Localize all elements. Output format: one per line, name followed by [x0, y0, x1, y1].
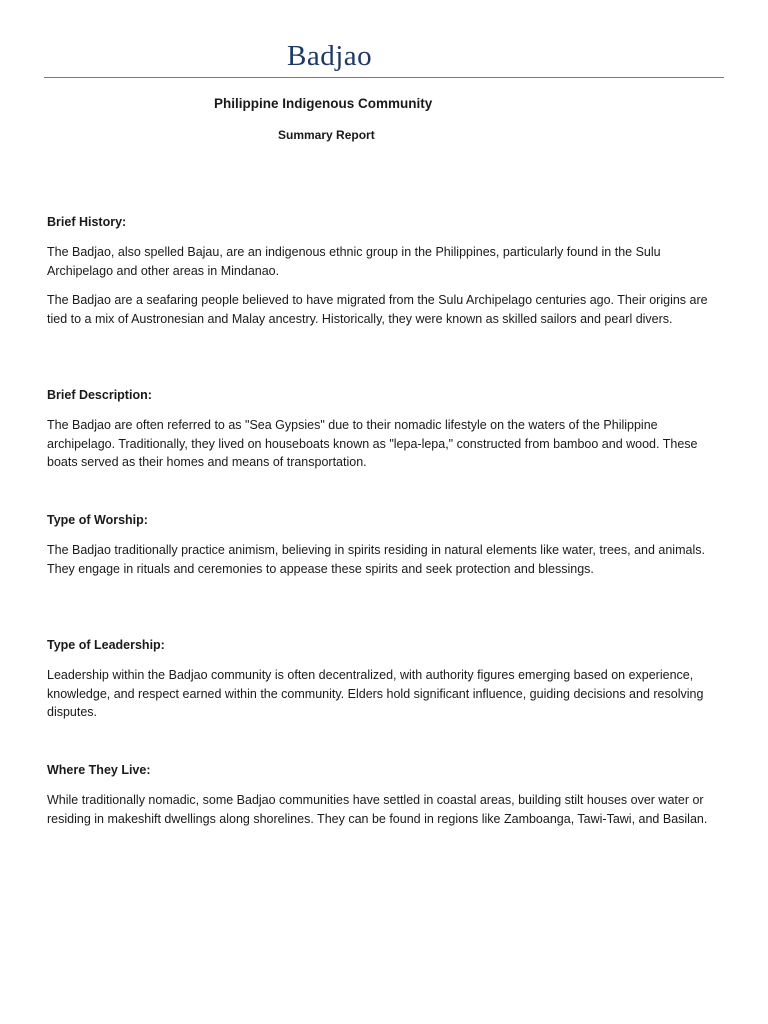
section-heading-type-of-worship: Type of Worship: — [47, 513, 148, 527]
paragraph-where-they-live: While traditionally nomadic, some Badjao communities have settled in coastal areas, building stilt houses over water or residing in makeshift dwellings along shorelines. They can be found in regions like Zamboanga, Tawi-Tawi, and Basilan. — [47, 793, 708, 826]
document-title: Badjao — [287, 40, 373, 72]
section-heading-where-they-live: Where They Live: — [47, 763, 151, 777]
paragraph-history-2: The Badjao are a seafaring people believed to have migrated from the Sulu Archipelago centuries ago. Their origins are tied to a mix of Austronesian and Malay ancestry. Historically, they were known as skilled sailors and pearl divers. — [47, 293, 708, 326]
paragraph-history-1: The Badjao, also spelled Bajau, are an indigenous ethnic group in the Philippines, particularly found in the Sulu Archipelago and other areas in Mindanao. — [47, 245, 661, 278]
paragraph-worship: The Badjao traditionally practice animism, believing in spirits residing in natural elements like water, trees, and animals. They engage in rituals and ceremonies to appease these spirits and seek protection and blessings. — [47, 543, 705, 576]
section-heading-brief-description: Brief Description: — [47, 388, 152, 402]
section-heading-type-of-leadership: Type of Leadership: — [47, 638, 165, 652]
paragraph-leadership: Leadership within the Badjao community is often decentralized, with authority figures emerging based on experience, knowledge, and respect earned within the community. Elders hold significant influence, guiding decisions and resolving disputes. — [47, 668, 704, 720]
title-divider — [44, 77, 724, 78]
report-label: Summary Report — [278, 128, 375, 142]
section-heading-brief-history: Brief History: — [47, 215, 127, 229]
paragraph-description: The Badjao are often referred to as "Sea Gypsies" due to their nomadic lifestyle on the waters of the Philippine archipelago. Traditionally, they lived on houseboats known as "lepa-lepa," constructed from bamboo and wood. These boats served as their homes and means of transportation. — [47, 418, 698, 470]
document-subtitle: Philippine Indigenous Community — [214, 96, 433, 111]
